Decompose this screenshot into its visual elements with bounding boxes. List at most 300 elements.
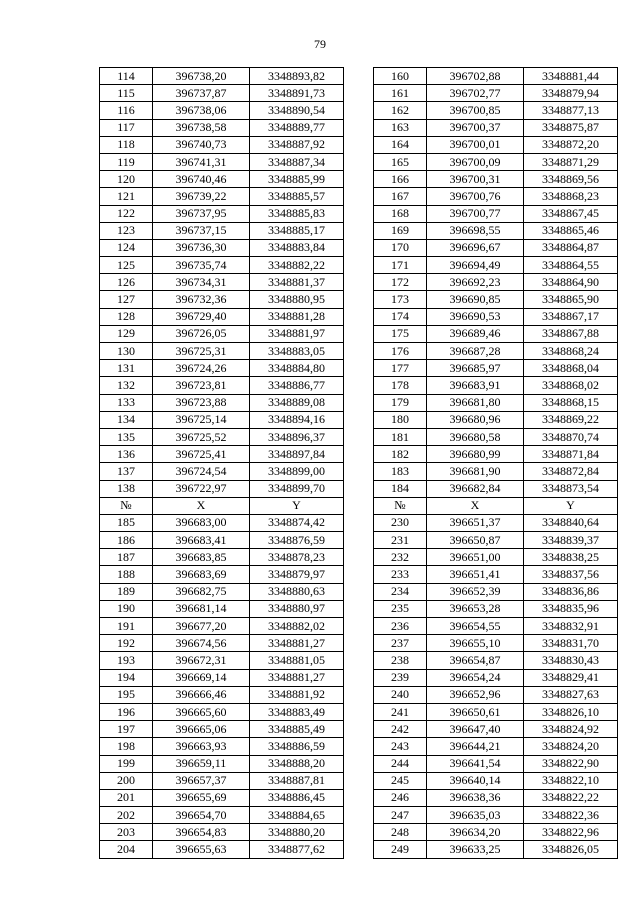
point-number-cell: 171 xyxy=(374,257,427,274)
point-number-cell: 123 xyxy=(100,222,153,239)
column-gap xyxy=(344,738,374,755)
table-row xyxy=(100,360,618,377)
y-coordinate-cell: 3348867,45 xyxy=(524,205,618,222)
x-coordinate-cell: 396700,01 xyxy=(427,136,524,153)
x-coordinate-cell: 396654,87 xyxy=(427,652,524,669)
x-coordinate-cell: 396654,24 xyxy=(427,669,524,686)
x-coordinate-cell: 396647,40 xyxy=(427,721,524,738)
point-number-cell: 163 xyxy=(374,119,427,136)
x-coordinate-cell: 396683,91 xyxy=(427,377,524,394)
point-number-cell: 199 xyxy=(100,755,153,772)
point-number-cell: 193 xyxy=(100,652,153,669)
x-coordinate-cell: 396724,54 xyxy=(153,463,250,480)
y-coordinate-cell: 3348883,84 xyxy=(250,239,344,256)
x-coordinate-cell: 396698,55 xyxy=(427,222,524,239)
table-row xyxy=(100,239,618,256)
x-coordinate-cell: 396735,74 xyxy=(153,257,250,274)
table-row xyxy=(100,772,618,789)
y-coordinate-cell: 3348877,62 xyxy=(250,841,344,858)
point-number-cell: 119 xyxy=(100,153,153,170)
point-number-cell: 186 xyxy=(100,532,153,549)
y-coordinate-cell: 3348881,37 xyxy=(250,274,344,291)
y-coordinate-cell: 3348867,88 xyxy=(524,325,618,342)
y-coordinate-cell: 3348881,97 xyxy=(250,325,344,342)
y-coordinate-cell: 3348827,63 xyxy=(524,686,618,703)
point-number-cell: 204 xyxy=(100,841,153,858)
point-number-cell: 243 xyxy=(374,738,427,755)
point-number-cell: 164 xyxy=(374,136,427,153)
x-coordinate-cell: 396687,28 xyxy=(427,343,524,360)
point-number-cell: 184 xyxy=(374,480,427,497)
point-number-cell: 179 xyxy=(374,394,427,411)
column-gap xyxy=(344,446,374,463)
x-coordinate-cell: 396725,14 xyxy=(153,411,250,428)
column-gap xyxy=(344,669,374,686)
table-row xyxy=(100,377,618,394)
y-coordinate-cell: 3348881,92 xyxy=(250,686,344,703)
column-header: № xyxy=(374,497,427,514)
y-coordinate-cell: 3348876,59 xyxy=(250,532,344,549)
y-coordinate-cell: 3348880,20 xyxy=(250,824,344,841)
point-number-cell: 134 xyxy=(100,411,153,428)
point-number-cell: 183 xyxy=(374,463,427,480)
point-number-cell: 137 xyxy=(100,463,153,480)
y-coordinate-cell: 3348830,43 xyxy=(524,652,618,669)
table-row xyxy=(100,463,618,480)
table-row xyxy=(100,824,618,841)
column-header: № xyxy=(100,497,153,514)
x-coordinate-cell: 396650,87 xyxy=(427,532,524,549)
point-number-cell: 138 xyxy=(100,480,153,497)
x-coordinate-cell: 396654,55 xyxy=(427,618,524,635)
y-coordinate-cell: 3348887,81 xyxy=(250,772,344,789)
point-number-cell: 172 xyxy=(374,274,427,291)
x-coordinate-cell: 396669,14 xyxy=(153,669,250,686)
point-number-cell: 248 xyxy=(374,824,427,841)
point-number-cell: 173 xyxy=(374,291,427,308)
table-row xyxy=(100,274,618,291)
x-coordinate-cell: 396737,15 xyxy=(153,222,250,239)
y-coordinate-cell: 3348883,49 xyxy=(250,703,344,720)
y-coordinate-cell: 3348836,86 xyxy=(524,583,618,600)
table-row xyxy=(100,85,618,102)
y-coordinate-cell: 3348824,92 xyxy=(524,721,618,738)
table-row xyxy=(100,789,618,806)
point-number-cell: 246 xyxy=(374,789,427,806)
point-number-cell: 133 xyxy=(100,394,153,411)
point-number-cell: 115 xyxy=(100,85,153,102)
table-row xyxy=(100,549,618,566)
x-coordinate-cell: 396659,11 xyxy=(153,755,250,772)
column-gap xyxy=(344,600,374,617)
point-number-cell: 231 xyxy=(374,532,427,549)
x-coordinate-cell: 396644,21 xyxy=(427,738,524,755)
x-coordinate-cell: 396729,40 xyxy=(153,308,250,325)
point-number-cell: 240 xyxy=(374,686,427,703)
y-coordinate-cell: 3348886,77 xyxy=(250,377,344,394)
y-coordinate-cell: 3348885,83 xyxy=(250,205,344,222)
table-row xyxy=(100,343,618,360)
x-coordinate-cell: 396681,14 xyxy=(153,600,250,617)
x-coordinate-cell: 396700,77 xyxy=(427,205,524,222)
x-coordinate-cell: 396666,46 xyxy=(153,686,250,703)
point-number-cell: 131 xyxy=(100,360,153,377)
x-coordinate-cell: 396635,03 xyxy=(427,807,524,824)
table-row xyxy=(100,102,618,119)
x-coordinate-cell: 396640,14 xyxy=(427,772,524,789)
column-gap xyxy=(344,308,374,325)
y-coordinate-cell: 3348839,37 xyxy=(524,532,618,549)
column-gap xyxy=(344,721,374,738)
table-row xyxy=(100,446,618,463)
y-coordinate-cell: 3348838,25 xyxy=(524,549,618,566)
table-row xyxy=(100,291,618,308)
column-gap xyxy=(344,497,374,514)
column-gap xyxy=(344,291,374,308)
y-coordinate-cell: 3348868,15 xyxy=(524,394,618,411)
point-number-cell: 129 xyxy=(100,325,153,342)
x-coordinate-cell: 396700,85 xyxy=(427,102,524,119)
y-coordinate-cell: 3348878,23 xyxy=(250,549,344,566)
x-coordinate-cell: 396654,70 xyxy=(153,807,250,824)
point-number-cell: 233 xyxy=(374,566,427,583)
point-number-cell: 178 xyxy=(374,377,427,394)
column-gap xyxy=(344,153,374,170)
x-coordinate-cell: 396696,67 xyxy=(427,239,524,256)
x-coordinate-cell: 396681,90 xyxy=(427,463,524,480)
x-coordinate-cell: 396694,49 xyxy=(427,257,524,274)
y-coordinate-cell: 3348899,00 xyxy=(250,463,344,480)
table-row xyxy=(100,308,618,325)
table-row xyxy=(100,171,618,188)
x-coordinate-cell: 396681,80 xyxy=(427,394,524,411)
y-coordinate-cell: 3348873,54 xyxy=(524,480,618,497)
column-gap xyxy=(344,772,374,789)
point-number-cell: 201 xyxy=(100,789,153,806)
point-number-cell: 202 xyxy=(100,807,153,824)
column-gap xyxy=(344,807,374,824)
table-row xyxy=(100,703,618,720)
y-coordinate-cell: 3348880,97 xyxy=(250,600,344,617)
point-number-cell: 168 xyxy=(374,205,427,222)
x-coordinate-cell: 396689,46 xyxy=(427,325,524,342)
point-number-cell: 245 xyxy=(374,772,427,789)
y-coordinate-cell: 3348894,16 xyxy=(250,411,344,428)
x-coordinate-cell: 396633,25 xyxy=(427,841,524,858)
column-gap xyxy=(344,635,374,652)
column-gap xyxy=(344,257,374,274)
y-coordinate-cell: 3348864,90 xyxy=(524,274,618,291)
y-coordinate-cell: 3348872,20 xyxy=(524,136,618,153)
column-gap xyxy=(344,532,374,549)
x-coordinate-cell: 396663,93 xyxy=(153,738,250,755)
x-coordinate-cell: 396650,61 xyxy=(427,703,524,720)
x-coordinate-cell: 396654,83 xyxy=(153,824,250,841)
y-coordinate-cell: 3348868,04 xyxy=(524,360,618,377)
y-coordinate-cell: 3348826,05 xyxy=(524,841,618,858)
y-coordinate-cell: 3348831,70 xyxy=(524,635,618,652)
x-coordinate-cell: 396641,54 xyxy=(427,755,524,772)
point-number-cell: 126 xyxy=(100,274,153,291)
y-coordinate-cell: 3348888,20 xyxy=(250,755,344,772)
page-number: 79 xyxy=(314,37,326,51)
column-gap xyxy=(344,102,374,119)
column-gap xyxy=(344,222,374,239)
y-coordinate-cell: 3348865,90 xyxy=(524,291,618,308)
x-coordinate-cell: 396692,23 xyxy=(427,274,524,291)
point-number-cell: 239 xyxy=(374,669,427,686)
y-coordinate-cell: 3348829,41 xyxy=(524,669,618,686)
point-number-cell: 242 xyxy=(374,721,427,738)
table-row xyxy=(100,652,618,669)
header-row xyxy=(100,497,618,514)
y-coordinate-cell: 3348871,84 xyxy=(524,446,618,463)
x-coordinate-cell: 396725,52 xyxy=(153,428,250,445)
x-coordinate-cell: 396651,00 xyxy=(427,549,524,566)
y-coordinate-cell: 3348896,37 xyxy=(250,428,344,445)
point-number-cell: 230 xyxy=(374,514,427,531)
table-row xyxy=(100,635,618,652)
y-coordinate-cell: 3348886,45 xyxy=(250,789,344,806)
y-coordinate-cell: 3348889,77 xyxy=(250,119,344,136)
x-coordinate-cell: 396738,06 xyxy=(153,102,250,119)
y-coordinate-cell: 3348869,56 xyxy=(524,171,618,188)
table-row xyxy=(100,188,618,205)
table-row xyxy=(100,600,618,617)
table-row xyxy=(100,583,618,600)
column-gap xyxy=(344,583,374,600)
y-coordinate-cell: 3348864,87 xyxy=(524,239,618,256)
point-number-cell: 170 xyxy=(374,239,427,256)
x-coordinate-cell: 396725,31 xyxy=(153,343,250,360)
table-row xyxy=(100,257,618,274)
y-coordinate-cell: 3348868,24 xyxy=(524,343,618,360)
y-coordinate-cell: 3348865,46 xyxy=(524,222,618,239)
column-header: X xyxy=(153,497,250,514)
table-row xyxy=(100,618,618,635)
column-gap xyxy=(344,360,374,377)
column-gap xyxy=(344,428,374,445)
point-number-cell: 235 xyxy=(374,600,427,617)
x-coordinate-cell: 396638,36 xyxy=(427,789,524,806)
x-coordinate-cell: 396736,30 xyxy=(153,239,250,256)
x-coordinate-cell: 396652,96 xyxy=(427,686,524,703)
x-coordinate-cell: 396665,60 xyxy=(153,703,250,720)
x-coordinate-cell: 396702,77 xyxy=(427,85,524,102)
column-gap xyxy=(344,686,374,703)
point-number-cell: 185 xyxy=(100,514,153,531)
y-coordinate-cell: 3348880,63 xyxy=(250,583,344,600)
table-row xyxy=(100,394,618,411)
y-coordinate-cell: 3348837,56 xyxy=(524,566,618,583)
y-coordinate-cell: 3348887,92 xyxy=(250,136,344,153)
table-row xyxy=(100,325,618,342)
column-header: Y xyxy=(524,497,618,514)
column-header: X xyxy=(427,497,524,514)
table-row xyxy=(100,532,618,549)
y-coordinate-cell: 3348864,55 xyxy=(524,257,618,274)
point-number-cell: 160 xyxy=(374,68,427,85)
point-number-cell: 128 xyxy=(100,308,153,325)
y-coordinate-cell: 3348882,02 xyxy=(250,618,344,635)
column-gap xyxy=(344,136,374,153)
point-number-cell: 192 xyxy=(100,635,153,652)
y-coordinate-cell: 3348824,20 xyxy=(524,738,618,755)
point-number-cell: 175 xyxy=(374,325,427,342)
point-number-cell: 249 xyxy=(374,841,427,858)
point-number-cell: 198 xyxy=(100,738,153,755)
point-number-cell: 181 xyxy=(374,428,427,445)
point-number-cell: 191 xyxy=(100,618,153,635)
point-number-cell: 180 xyxy=(374,411,427,428)
y-coordinate-cell: 3348899,70 xyxy=(250,480,344,497)
column-gap xyxy=(344,549,374,566)
y-coordinate-cell: 3348869,22 xyxy=(524,411,618,428)
x-coordinate-cell: 396702,88 xyxy=(427,68,524,85)
point-number-cell: 177 xyxy=(374,360,427,377)
point-number-cell: 125 xyxy=(100,257,153,274)
point-number-cell: 247 xyxy=(374,807,427,824)
y-coordinate-cell: 3348879,94 xyxy=(524,85,618,102)
y-coordinate-cell: 3348891,73 xyxy=(250,85,344,102)
x-coordinate-cell: 396683,69 xyxy=(153,566,250,583)
column-gap xyxy=(344,755,374,772)
column-gap xyxy=(344,514,374,531)
point-number-cell: 121 xyxy=(100,188,153,205)
point-number-cell: 189 xyxy=(100,583,153,600)
x-coordinate-cell: 396732,36 xyxy=(153,291,250,308)
column-gap xyxy=(344,119,374,136)
y-coordinate-cell: 3348889,08 xyxy=(250,394,344,411)
y-coordinate-cell: 3348868,02 xyxy=(524,377,618,394)
y-coordinate-cell: 3348887,34 xyxy=(250,153,344,170)
y-coordinate-cell: 3348881,44 xyxy=(524,68,618,85)
point-number-cell: 234 xyxy=(374,583,427,600)
y-coordinate-cell: 3348890,54 xyxy=(250,102,344,119)
column-gap xyxy=(344,394,374,411)
y-coordinate-cell: 3348877,13 xyxy=(524,102,618,119)
x-coordinate-cell: 396700,76 xyxy=(427,188,524,205)
column-gap xyxy=(344,789,374,806)
y-coordinate-cell: 3348871,29 xyxy=(524,153,618,170)
point-number-cell: 176 xyxy=(374,343,427,360)
x-coordinate-cell: 396634,20 xyxy=(427,824,524,841)
point-number-cell: 162 xyxy=(374,102,427,119)
y-coordinate-cell: 3348867,17 xyxy=(524,308,618,325)
table-row xyxy=(100,428,618,445)
table-row xyxy=(100,566,618,583)
point-number-cell: 190 xyxy=(100,600,153,617)
point-number-cell: 117 xyxy=(100,119,153,136)
x-coordinate-cell: 396741,31 xyxy=(153,153,250,170)
table-row xyxy=(100,411,618,428)
x-coordinate-cell: 396651,37 xyxy=(427,514,524,531)
table-row xyxy=(100,480,618,497)
x-coordinate-cell: 396723,88 xyxy=(153,394,250,411)
y-coordinate-cell: 3348840,64 xyxy=(524,514,618,531)
y-coordinate-cell: 3348870,74 xyxy=(524,428,618,445)
point-number-cell: 244 xyxy=(374,755,427,772)
column-gap xyxy=(344,205,374,222)
table-row xyxy=(100,68,618,85)
table-row xyxy=(100,738,618,755)
point-number-cell: 187 xyxy=(100,549,153,566)
x-coordinate-cell: 396655,63 xyxy=(153,841,250,858)
table-row xyxy=(100,721,618,738)
x-coordinate-cell: 396700,31 xyxy=(427,171,524,188)
x-coordinate-cell: 396737,87 xyxy=(153,85,250,102)
table-row xyxy=(100,119,618,136)
table-row xyxy=(100,153,618,170)
point-number-cell: 194 xyxy=(100,669,153,686)
x-coordinate-cell: 396683,85 xyxy=(153,549,250,566)
x-coordinate-cell: 396657,37 xyxy=(153,772,250,789)
point-number-cell: 182 xyxy=(374,446,427,463)
column-gap xyxy=(344,566,374,583)
x-coordinate-cell: 396700,37 xyxy=(427,119,524,136)
x-coordinate-cell: 396683,00 xyxy=(153,514,250,531)
point-number-cell: 238 xyxy=(374,652,427,669)
point-number-cell: 122 xyxy=(100,205,153,222)
column-gap xyxy=(344,618,374,635)
x-coordinate-cell: 396725,41 xyxy=(153,446,250,463)
point-number-cell: 237 xyxy=(374,635,427,652)
y-coordinate-cell: 3348832,91 xyxy=(524,618,618,635)
x-coordinate-cell: 396653,28 xyxy=(427,600,524,617)
y-coordinate-cell: 3348881,28 xyxy=(250,308,344,325)
column-gap xyxy=(344,480,374,497)
table-row xyxy=(100,807,618,824)
point-number-cell: 165 xyxy=(374,153,427,170)
point-number-cell: 203 xyxy=(100,824,153,841)
y-coordinate-cell: 3348879,97 xyxy=(250,566,344,583)
point-number-cell: 232 xyxy=(374,549,427,566)
y-coordinate-cell: 3348886,59 xyxy=(250,738,344,755)
y-coordinate-cell: 3348897,84 xyxy=(250,446,344,463)
point-number-cell: 167 xyxy=(374,188,427,205)
column-gap xyxy=(344,239,374,256)
y-coordinate-cell: 3348885,57 xyxy=(250,188,344,205)
point-number-cell: 135 xyxy=(100,428,153,445)
table-row xyxy=(100,755,618,772)
y-coordinate-cell: 3348883,05 xyxy=(250,343,344,360)
column-gap xyxy=(344,824,374,841)
coordinates-table xyxy=(99,67,618,859)
y-coordinate-cell: 3348885,99 xyxy=(250,171,344,188)
y-coordinate-cell: 3348822,96 xyxy=(524,824,618,841)
x-coordinate-cell: 396723,81 xyxy=(153,377,250,394)
column-gap xyxy=(344,85,374,102)
x-coordinate-cell: 396726,05 xyxy=(153,325,250,342)
column-gap xyxy=(344,703,374,720)
y-coordinate-cell: 3348872,84 xyxy=(524,463,618,480)
y-coordinate-cell: 3348893,82 xyxy=(250,68,344,85)
column-gap xyxy=(344,325,374,342)
point-number-cell: 169 xyxy=(374,222,427,239)
table-row xyxy=(100,669,618,686)
x-coordinate-cell: 396665,06 xyxy=(153,721,250,738)
y-coordinate-cell: 3348885,49 xyxy=(250,721,344,738)
column-gap xyxy=(344,274,374,291)
column-gap xyxy=(344,171,374,188)
x-coordinate-cell: 396685,97 xyxy=(427,360,524,377)
y-coordinate-cell: 3348880,95 xyxy=(250,291,344,308)
column-gap xyxy=(344,188,374,205)
x-coordinate-cell: 396722,97 xyxy=(153,480,250,497)
column-gap xyxy=(344,377,374,394)
point-number-cell: 132 xyxy=(100,377,153,394)
x-coordinate-cell: 396737,95 xyxy=(153,205,250,222)
